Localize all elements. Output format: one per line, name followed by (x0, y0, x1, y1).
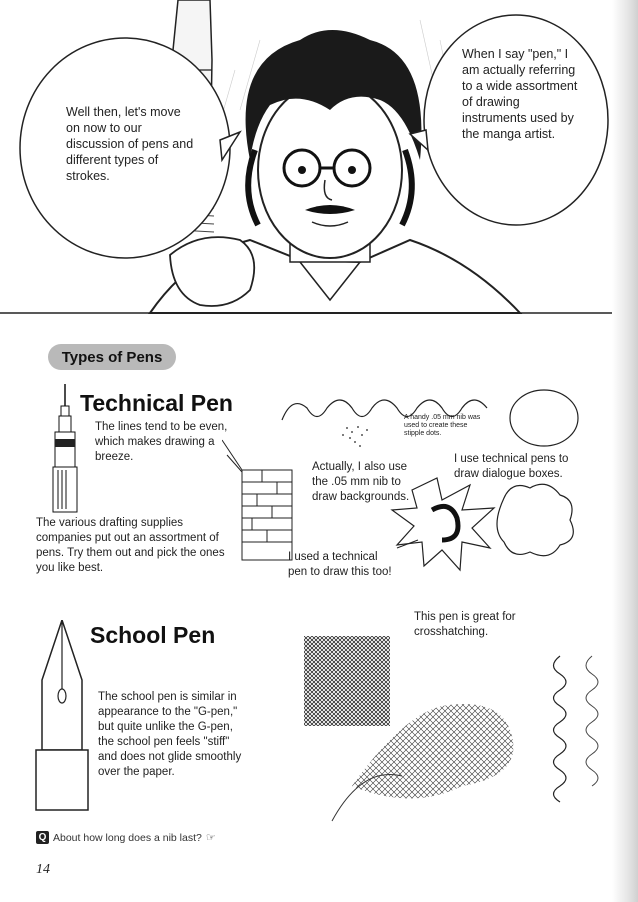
dialogue-boxes-note: I use technical pens to draw dialogue boxes. (454, 453, 569, 480)
technical-pen-heading: Technical Pen (80, 390, 233, 416)
school-pen-heading: School Pen (90, 622, 216, 648)
technical-pen-illustration (50, 384, 80, 514)
speech-bubble-left: Well then, let's move on now to our discussion of pens and different types of strokes. (66, 105, 194, 183)
school-pen-nib-illustration (32, 620, 92, 820)
question-text: About how long does a nib last? (53, 831, 202, 844)
question-badge: Q (36, 831, 49, 844)
question-row[interactable] (36, 831, 216, 844)
technical-pen-body: The various drafting supplies companies put out an assortment of pens. Try them out and pick the ones you like best. (36, 517, 225, 574)
page-spine-shadow (612, 0, 638, 902)
crosshatch-examples-art (292, 636, 612, 826)
actually-note: Actually, I also use the .05 mm nib to draw backgrounds. (312, 461, 410, 503)
page-number: 14 (36, 862, 50, 877)
pointing-hand-icon: ☞ (205, 832, 216, 844)
technical-pen-desc: The lines tend to be even, which makes drawing a breeze. (95, 421, 228, 463)
crosshatch-note: This pen is great for crosshatching. (414, 611, 516, 638)
nib-note: A handy .05 mm nib was used to create these stipple dots. (404, 414, 481, 437)
school-pen-desc: The school pen is similar in appearance to the "G-pen," but quite unlike the G-pen, the school pen feels "stiff" and does not glide smoothly over the paper. (98, 691, 242, 778)
speech-bubble-right: When I say "pen," I am actually referring to a wide assortment of drawing instruments used by the manga artist. (462, 47, 578, 141)
sfx-note: I used a technical pen to draw this too! (288, 551, 392, 578)
section-tag: Types of Pens (48, 344, 176, 370)
